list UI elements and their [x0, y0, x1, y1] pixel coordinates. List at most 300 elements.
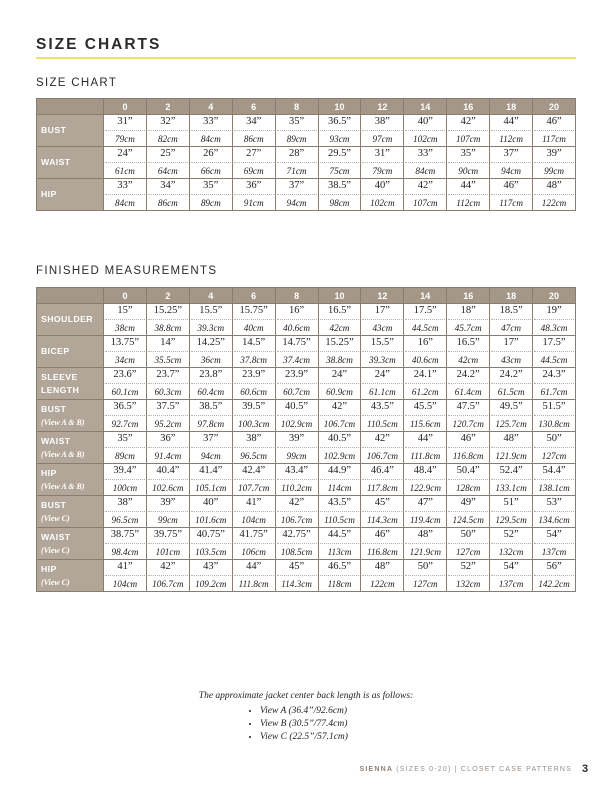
cm-value: 60.9cm — [320, 383, 360, 399]
measurement-cell — [189, 560, 232, 592]
cm-value: 117cm — [491, 194, 531, 210]
size-header-row — [37, 288, 576, 304]
inch-value: 45.5” — [413, 401, 437, 412]
size-header: 18 — [490, 99, 533, 115]
measurement-cell — [404, 368, 447, 400]
measurement-cell — [490, 528, 533, 560]
table-row — [37, 179, 576, 211]
measurement-cell — [146, 464, 189, 496]
inch-value: 24” — [331, 369, 348, 380]
measurement-cell — [404, 115, 447, 147]
title-divider — [36, 57, 576, 59]
inch-value: 43.5” — [370, 401, 394, 412]
inch-value: 40.5” — [285, 401, 309, 412]
inch-value: 39” — [288, 433, 305, 444]
measurement-cell — [275, 115, 318, 147]
measurement-cell — [232, 560, 275, 592]
inch-value: 32” — [160, 116, 176, 127]
inch-value: 48” — [546, 180, 562, 191]
inch-value: 23.6” — [113, 369, 137, 380]
cm-value: 61cm — [105, 162, 145, 178]
cm-value: 103.5cm — [191, 543, 231, 559]
measurement-cell — [146, 528, 189, 560]
row-label-text: SHOULDER — [41, 314, 93, 324]
cm-value: 94cm — [491, 162, 531, 178]
measurement-cell — [189, 496, 232, 528]
cm-value: 99cm — [148, 511, 188, 527]
inch-value: 29.5” — [327, 148, 351, 159]
measurement-cell — [189, 432, 232, 464]
row-label-text: WAIST — [41, 531, 71, 542]
row-label-text: WAIST — [41, 435, 71, 446]
row-label — [37, 496, 104, 528]
cm-value: 137cm — [491, 575, 531, 591]
measurement-cell — [490, 304, 533, 336]
inch-value: 42” — [331, 401, 348, 412]
measurement-cell — [146, 400, 189, 432]
cm-value: 98.4cm — [105, 543, 145, 559]
cm-value: 60.6cm — [234, 383, 274, 399]
inch-value: 44” — [503, 116, 519, 127]
inch-value: 42.4” — [242, 465, 266, 476]
measurement-cell — [490, 496, 533, 528]
measurement-cell — [404, 432, 447, 464]
cm-value: 107cm — [448, 130, 488, 146]
inch-value: 28” — [288, 148, 305, 159]
cm-value: 114.3cm — [277, 575, 317, 591]
cm-value: 69cm — [234, 162, 274, 178]
inch-value: 40.4” — [156, 465, 180, 476]
cm-value: 111.8cm — [234, 575, 274, 591]
inch-value: 23.7” — [156, 369, 180, 380]
inch-value: 50” — [546, 433, 562, 444]
measurement-cell — [447, 528, 490, 560]
footer — [359, 766, 572, 773]
inch-value: 42” — [417, 180, 433, 191]
cm-value: 116.8cm — [362, 543, 402, 559]
inch-value: 15.75” — [239, 305, 268, 316]
jacket-length-note: The approximate jacket center back length is as follows: — [198, 691, 414, 701]
inch-value: 17” — [503, 337, 519, 348]
size-header: 14 — [404, 99, 447, 115]
inch-value: 18” — [460, 305, 476, 316]
cm-value: 40.6cm — [405, 351, 445, 367]
inch-value: 36.5” — [113, 401, 137, 412]
inch-value: 37” — [288, 180, 305, 191]
measurement-cell — [404, 400, 447, 432]
measurement-cell — [189, 304, 232, 336]
measurement-cell — [361, 464, 404, 496]
inch-value: 54” — [503, 561, 519, 572]
measurement-cell — [447, 179, 490, 211]
measurement-cell — [318, 368, 361, 400]
cm-value: 104cm — [234, 511, 274, 527]
cm-value: 61.7cm — [534, 383, 574, 399]
measurement-cell — [232, 368, 275, 400]
cm-value: 125.7cm — [491, 415, 531, 431]
cm-value: 117.8cm — [362, 479, 402, 495]
cm-value: 105.1cm — [191, 479, 231, 495]
cm-value: 91cm — [234, 194, 274, 210]
inch-value: 44” — [460, 180, 476, 191]
measurement-cell — [447, 560, 490, 592]
inch-value: 35” — [203, 180, 219, 191]
measurement-cell — [533, 336, 576, 368]
cm-value: 36cm — [191, 351, 231, 367]
measurement-cell — [533, 496, 576, 528]
inch-value: 17.5” — [542, 337, 566, 348]
cm-value: 112cm — [491, 130, 531, 146]
cm-value: 100.3cm — [234, 415, 274, 431]
measurement-cell — [490, 179, 533, 211]
row-label-text: HIP — [41, 563, 57, 574]
size-header: 6 — [232, 99, 275, 115]
size-header: 18 — [490, 288, 533, 304]
row-label-text: HIP — [41, 467, 57, 478]
inch-value: 42” — [160, 561, 176, 572]
measurement-cell — [361, 528, 404, 560]
cm-value: 84cm — [405, 162, 445, 178]
measurement-cell — [361, 560, 404, 592]
cm-value: 121.9cm — [405, 543, 445, 559]
cm-value: 61.2cm — [405, 383, 445, 399]
cm-value: 99cm — [277, 447, 317, 463]
inch-value: 54.4” — [542, 465, 566, 476]
inch-value: 26” — [203, 148, 219, 159]
measurement-cell — [318, 432, 361, 464]
inch-value: 47” — [417, 497, 433, 508]
inch-value: 38” — [117, 497, 133, 508]
measurement-cell — [146, 179, 189, 211]
size-header: 0 — [104, 99, 147, 115]
cm-value: 86cm — [234, 130, 274, 146]
inch-value: 42” — [288, 497, 305, 508]
cm-value: 106.7cm — [362, 447, 402, 463]
row-label-view: (View A & B) — [41, 449, 85, 459]
cm-value: 124.5cm — [448, 511, 488, 527]
measurement-cell — [189, 179, 232, 211]
cm-value: 95.2cm — [148, 415, 188, 431]
cm-value: 93cm — [320, 130, 360, 146]
inch-value: 43” — [203, 561, 219, 572]
measurement-cell — [104, 464, 147, 496]
measurement-cell — [104, 179, 147, 211]
measurement-cell — [146, 368, 189, 400]
cm-value: 138.1cm — [534, 479, 574, 495]
cm-value: 92.7cm — [105, 415, 145, 431]
measurement-cell — [318, 560, 361, 592]
header-corner — [37, 288, 104, 304]
cm-value: 117cm — [534, 130, 574, 146]
cm-value: 122.9cm — [405, 479, 445, 495]
row-label-text: BUST — [41, 125, 67, 135]
measurement-cell — [361, 400, 404, 432]
inch-value: 18.5” — [499, 305, 523, 316]
inch-value: 50.4” — [456, 465, 480, 476]
cm-value: 127cm — [534, 447, 574, 463]
table-row — [37, 464, 576, 496]
cm-value: 96.5cm — [105, 511, 145, 527]
inch-value: 48” — [503, 433, 519, 444]
inch-value: 16.5” — [456, 337, 480, 348]
cm-value: 102cm — [405, 130, 445, 146]
measurement-cell — [404, 528, 447, 560]
inch-value: 38” — [246, 433, 262, 444]
size-header: 16 — [447, 288, 490, 304]
cm-value: 60.1cm — [105, 383, 145, 399]
measurement-cell — [104, 560, 147, 592]
row-label-text: BUST — [41, 403, 67, 414]
table-row — [37, 432, 576, 464]
cm-value: 37.8cm — [234, 351, 274, 367]
cm-value: 34cm — [105, 351, 145, 367]
inch-value: 46” — [546, 116, 562, 127]
row-label — [37, 336, 104, 368]
cm-value: 114.3cm — [362, 511, 402, 527]
measurement-cell — [533, 368, 576, 400]
measurement-cell — [318, 147, 361, 179]
measurement-cell — [189, 400, 232, 432]
size-chart-table — [36, 98, 576, 211]
cm-value: 106cm — [234, 543, 274, 559]
measurement-cell — [318, 528, 361, 560]
measurement-cell — [533, 432, 576, 464]
inch-value: 15.5” — [199, 305, 223, 316]
row-label-text: BUST — [41, 499, 67, 510]
cm-value: 79cm — [362, 162, 402, 178]
footer-brand: SIENNA — [359, 766, 394, 773]
row-label — [37, 368, 104, 400]
measurement-cell — [232, 304, 275, 336]
inch-value: 15.25” — [325, 337, 354, 348]
measurement-cell — [189, 528, 232, 560]
measurement-cell — [232, 432, 275, 464]
inch-value: 38.5” — [327, 180, 351, 191]
cm-value: 86cm — [148, 194, 188, 210]
inch-value: 50” — [460, 529, 476, 540]
cm-value: 102.9cm — [320, 447, 360, 463]
inch-value: 33” — [203, 116, 219, 127]
table-row — [37, 400, 576, 432]
measurement-cell — [232, 147, 275, 179]
cm-value: 99cm — [534, 162, 574, 178]
measurement-cell — [404, 147, 447, 179]
inch-value: 40” — [203, 497, 219, 508]
cm-value: 94cm — [191, 447, 231, 463]
footer-sizes: (SIZES 0-20) — [396, 766, 452, 773]
size-header: 0 — [104, 288, 147, 304]
cm-value: 97.8cm — [191, 415, 231, 431]
measurement-cell — [361, 496, 404, 528]
cm-value: 132cm — [448, 575, 488, 591]
cm-value: 79cm — [105, 130, 145, 146]
cm-value: 108.5cm — [277, 543, 317, 559]
measurement-cell — [533, 304, 576, 336]
measurement-cell — [490, 560, 533, 592]
row-label-text: SLEEVE — [41, 371, 78, 382]
measurement-cell — [232, 115, 275, 147]
measurement-cell — [404, 179, 447, 211]
inch-value: 27” — [246, 148, 262, 159]
inch-value: 16.5” — [327, 305, 351, 316]
measurement-cell — [490, 432, 533, 464]
inch-value: 47.5” — [456, 401, 480, 412]
inch-value: 39.4” — [113, 465, 137, 476]
measurement-cell — [404, 304, 447, 336]
inch-value: 15.25” — [153, 305, 182, 316]
measurement-cell — [232, 400, 275, 432]
inch-value: 38” — [374, 116, 390, 127]
table-row — [37, 336, 576, 368]
inch-value: 49” — [460, 497, 476, 508]
size-header: 4 — [189, 99, 232, 115]
row-label — [37, 115, 104, 147]
measurement-cell — [490, 368, 533, 400]
measurement-cell — [104, 528, 147, 560]
measurement-cell — [533, 464, 576, 496]
measurement-cell — [189, 115, 232, 147]
inch-value: 48” — [374, 561, 390, 572]
inch-value: 15.5” — [370, 337, 394, 348]
inch-value: 35” — [288, 116, 305, 127]
cm-value: 90cm — [448, 162, 488, 178]
cm-value: 121.9cm — [491, 447, 531, 463]
cm-value: 106.7cm — [277, 511, 317, 527]
cm-value: 102.6cm — [148, 479, 188, 495]
size-header: 14 — [404, 288, 447, 304]
inch-value: 45” — [374, 497, 390, 508]
measurement-cell — [490, 147, 533, 179]
size-header: 12 — [361, 288, 404, 304]
measurement-cell — [447, 496, 490, 528]
row-label — [37, 304, 104, 336]
inch-value: 41.75” — [239, 529, 268, 540]
inch-value: 42.75” — [282, 529, 311, 540]
cm-value: 132cm — [491, 543, 531, 559]
inch-value: 56” — [546, 561, 562, 572]
measurement-cell — [189, 147, 232, 179]
cm-value: 118cm — [320, 575, 360, 591]
size-header: 10 — [318, 99, 361, 115]
measurement-cell — [447, 304, 490, 336]
inch-value: 46” — [374, 529, 390, 540]
inch-value: 31” — [374, 148, 390, 159]
cm-value: 42cm — [448, 351, 488, 367]
inch-value: 17.5” — [413, 305, 437, 316]
size-header: 16 — [447, 99, 490, 115]
cm-value: 113cm — [320, 543, 360, 559]
size-header: 2 — [146, 288, 189, 304]
measurement-cell — [189, 336, 232, 368]
inch-value: 19” — [546, 305, 562, 316]
measurement-cell — [104, 336, 147, 368]
inch-value: 16” — [288, 305, 305, 316]
inch-value: 40.75” — [196, 529, 225, 540]
cm-value: 110.5cm — [362, 415, 402, 431]
size-chart-heading: SIZE CHART — [36, 77, 118, 89]
row-label-view: (View A & B) — [41, 417, 85, 427]
measurement-cell — [232, 528, 275, 560]
table-row — [37, 496, 576, 528]
measurement-cell — [447, 336, 490, 368]
inch-value: 41.4” — [199, 465, 223, 476]
inch-value: 40.5” — [327, 433, 351, 444]
cm-value: 106.7cm — [148, 575, 188, 591]
cm-value: 104cm — [105, 575, 145, 591]
cm-value: 89cm — [105, 447, 145, 463]
inch-value: 24” — [117, 148, 133, 159]
cm-value: 60.7cm — [277, 383, 317, 399]
measurement-cell — [104, 368, 147, 400]
inch-value: 39.75” — [153, 529, 182, 540]
measurement-cell — [490, 336, 533, 368]
measurement-cell — [275, 464, 318, 496]
inch-value: 14.5” — [242, 337, 266, 348]
cm-value: 129.5cm — [491, 511, 531, 527]
measurement-cell — [447, 432, 490, 464]
cm-value: 64cm — [148, 162, 188, 178]
inch-value: 45” — [288, 561, 305, 572]
inch-value: 31” — [117, 116, 133, 127]
cm-value: 127cm — [448, 543, 488, 559]
measurement-cell — [447, 368, 490, 400]
measurement-cell — [275, 304, 318, 336]
measurement-cell — [490, 464, 533, 496]
cm-value: 109.2cm — [191, 575, 231, 591]
cm-value: 39.3cm — [362, 351, 402, 367]
table-row — [37, 560, 576, 592]
inch-value: 51” — [503, 497, 519, 508]
measurement-cell — [404, 496, 447, 528]
cm-value: 43cm — [491, 351, 531, 367]
measurement-cell — [232, 464, 275, 496]
cm-value: 75cm — [320, 162, 360, 178]
inch-value: 42” — [374, 433, 390, 444]
cm-value: 142.2cm — [534, 575, 574, 591]
measurement-cell — [404, 336, 447, 368]
inch-value: 14” — [160, 337, 176, 348]
size-header-row — [37, 99, 576, 115]
cm-value: 107.7cm — [234, 479, 274, 495]
cm-value: 35.5cm — [148, 351, 188, 367]
inch-value: 49.5” — [499, 401, 523, 412]
inch-value: 17” — [374, 305, 390, 316]
row-label — [37, 528, 104, 560]
inch-value: 50” — [417, 561, 433, 572]
cm-value: 102cm — [362, 194, 402, 210]
cm-value: 61.5cm — [491, 383, 531, 399]
row-label — [37, 179, 104, 211]
measurement-cell — [361, 115, 404, 147]
measurement-cell — [447, 400, 490, 432]
inch-value: 43.4” — [285, 465, 309, 476]
inch-value: 36.5” — [327, 116, 351, 127]
inch-value: 41” — [246, 497, 262, 508]
cm-value: 61.1cm — [362, 383, 402, 399]
inch-value: 46” — [460, 433, 476, 444]
inch-value: 44.9” — [327, 465, 351, 476]
measurement-cell — [361, 336, 404, 368]
inch-value: 35” — [460, 148, 476, 159]
measurement-cell — [275, 368, 318, 400]
measurement-cell — [404, 464, 447, 496]
cm-value: 61.4cm — [448, 383, 488, 399]
inch-value: 52” — [460, 561, 476, 572]
cm-value: 38.8cm — [320, 351, 360, 367]
measurement-cell — [275, 336, 318, 368]
measurement-cell — [318, 304, 361, 336]
inch-value: 33” — [117, 180, 133, 191]
